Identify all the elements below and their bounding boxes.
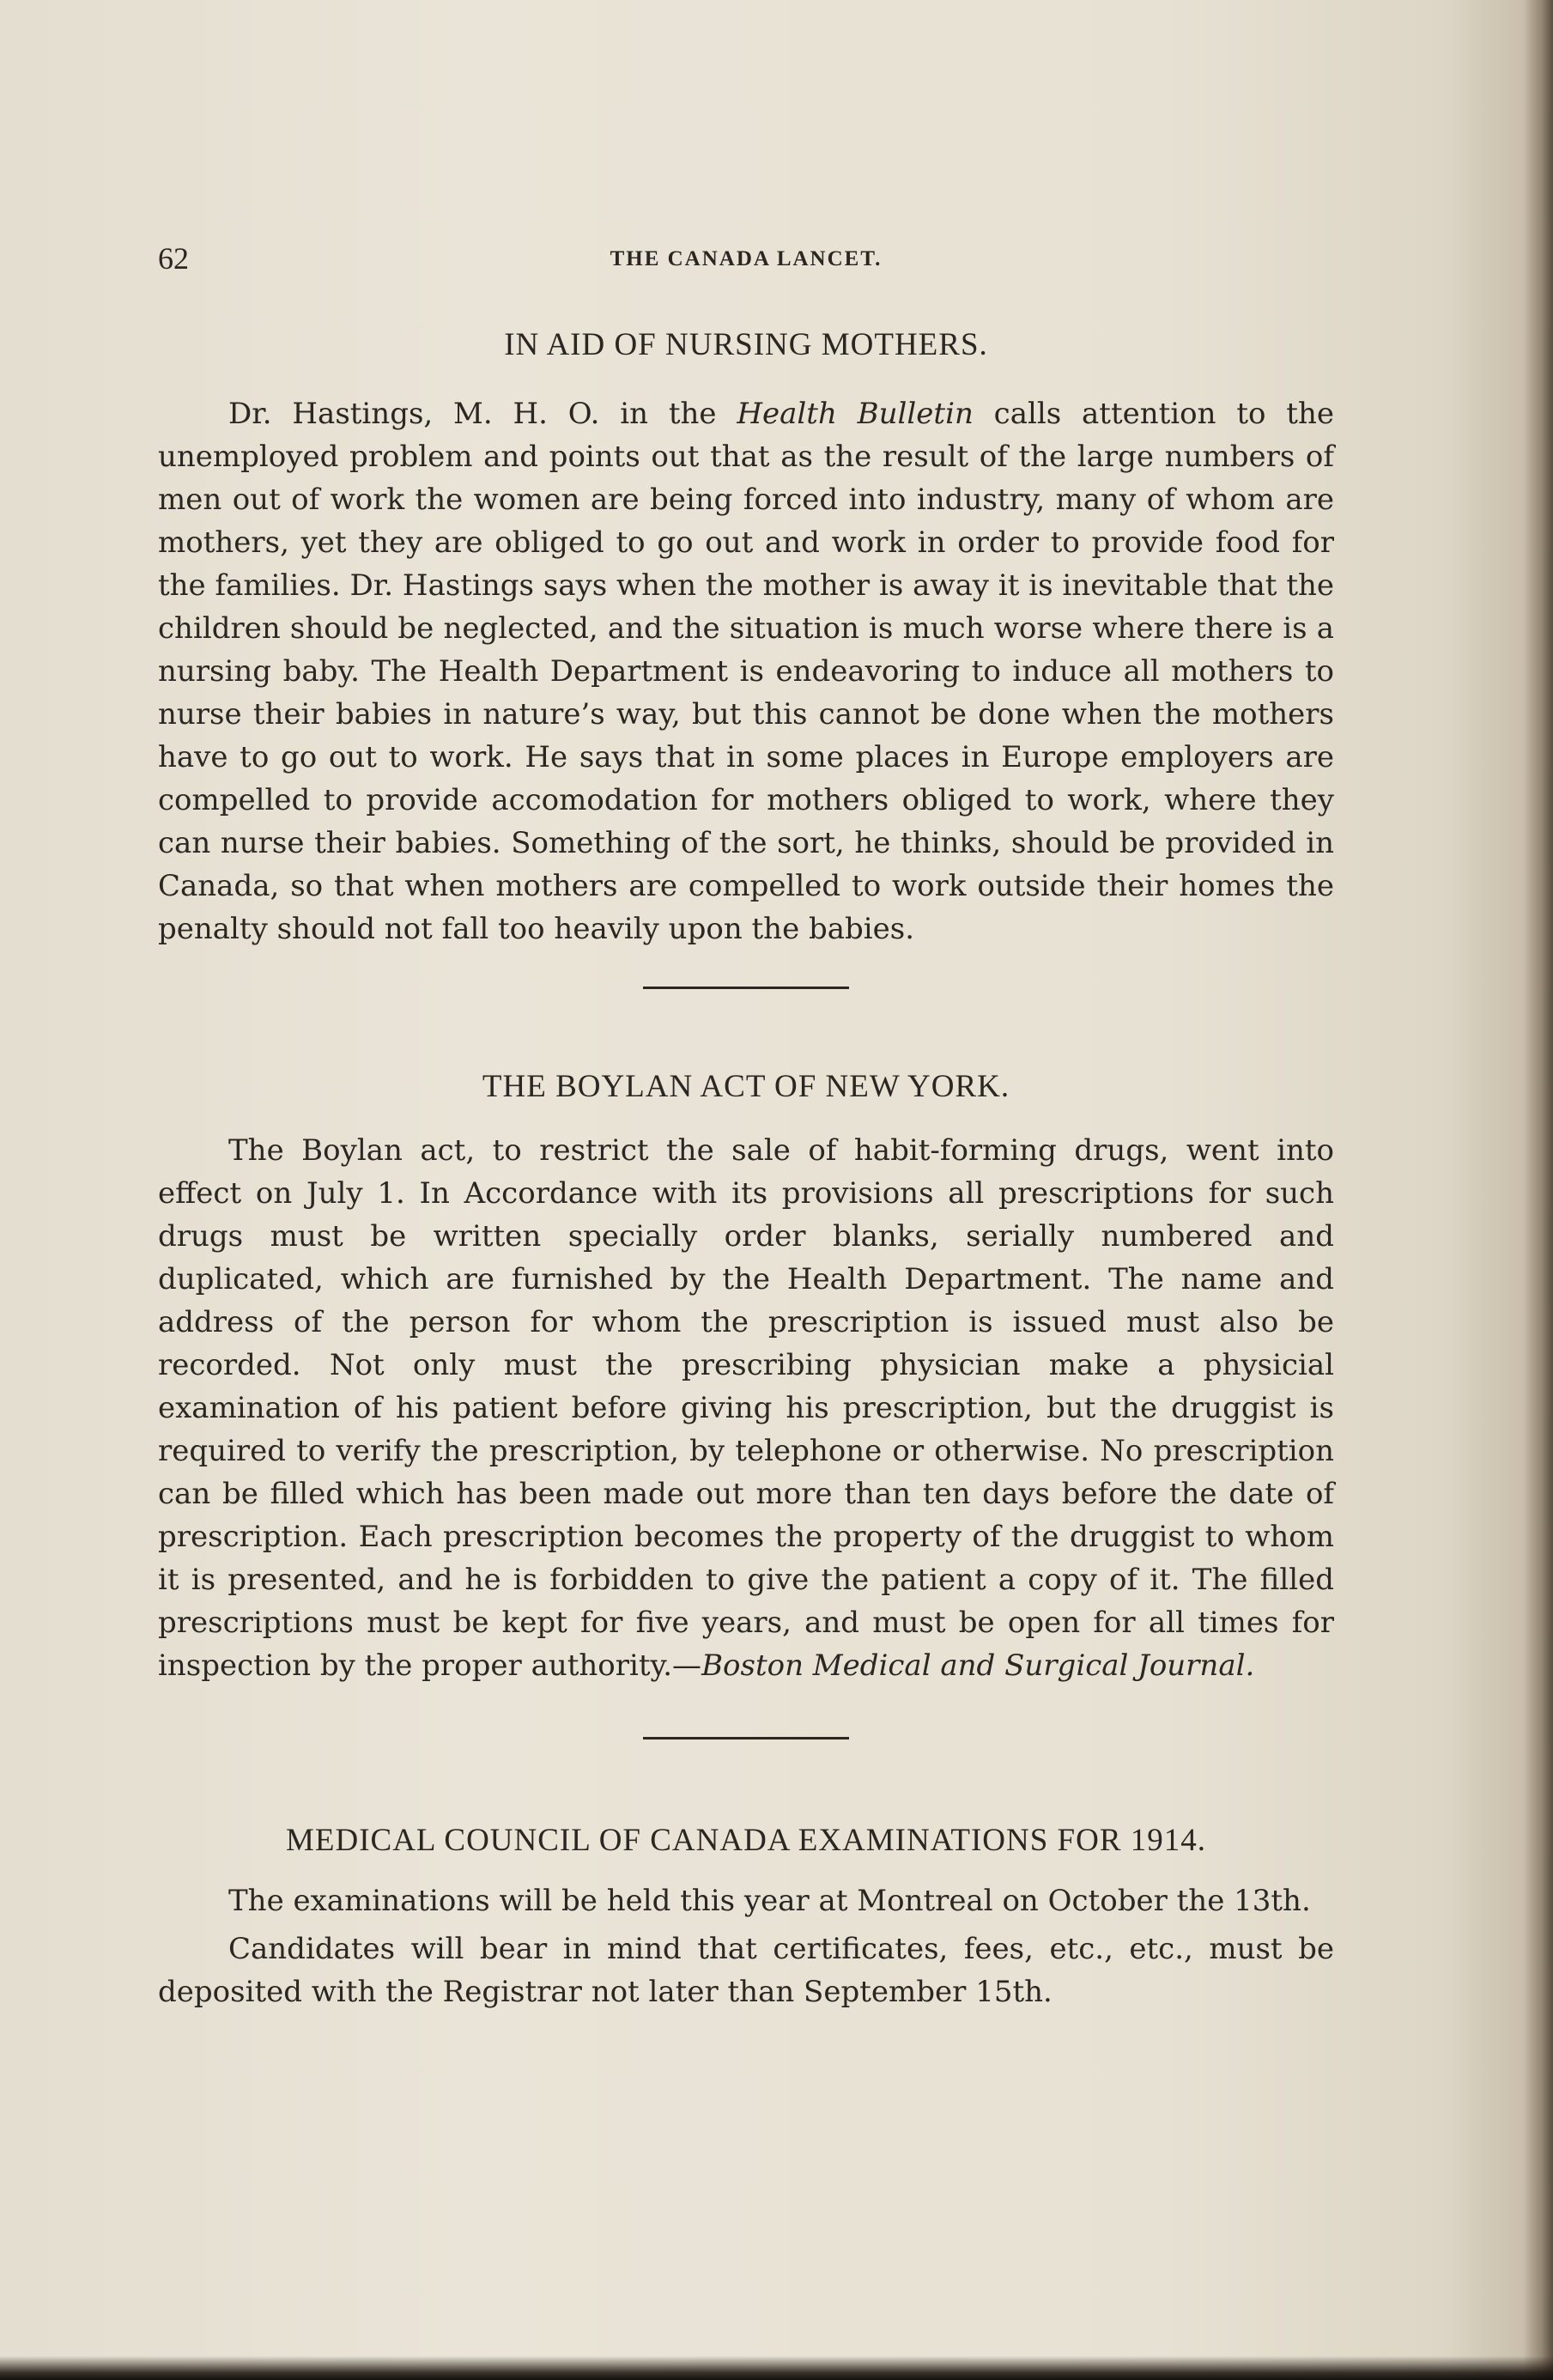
article-boylan-act: [158, 1068, 1334, 1687]
section-divider: [643, 1737, 849, 1739]
article-nursing-mothers: [158, 326, 1334, 950]
journal-title: THE CANADA LANCET.: [610, 247, 883, 270]
article-paragraph: [158, 1129, 1334, 1687]
paragraph-text: Dr. Hastings, M. H. O. in the: [228, 397, 737, 431]
running-head: [158, 232, 1334, 283]
publication-title: Health Bulletin: [737, 397, 974, 431]
article-title: MEDICAL COUNCIL OF CANADA EXAMINATIONS FOR 1914.: [285, 1823, 1207, 1858]
page-content: [158, 232, 1334, 2013]
paragraph-text: The Boylan act, to restrict the sale of habit-forming drugs, went into effect on July 1. In Accordance with its provisions all prescriptions for such drugs must be written specially order blanks, serially numbered and duplicated, which are furnished by the Health Department. The name and address of the person for whom the prescription is issued must also be recorded. Not only must the prescribing physician make a physicial examination of his patient before giving his prescription, but the druggist is required to verify the prescription, by telephone or otherwise. No prescription can be filled which has been made out more than ten days before the date of prescription. Each prescription becomes the property of the druggist to whom it is presented, and he is forbidden to give the patient a copy of it. The filled prescriptions must be kept for five years, and must be open for all times for inspection by the proper authority.—: [158, 1133, 1334, 1683]
paragraph-text: calls attention to the unemployed problem and points out that as the result of the large numbers of men out of work the women are being forced into industry, many of whom are mothers, yet they are obliged to go out and work in order to provide food for the families. Dr. Hastings says when the mother is away it is inevitable that the children should be neglected, and the situation is much worse where there is a nursing baby. The Health Department is endeavoring to induce all mothers to nurse their babies in nature’s way, but this cannot be done when the mothers have to go out to work. He says that in some places in Europe employers are compelled to provide accomodation for mothers obliged to work, where they can nurse their babies. Something of the sort, he thinks, should be provided in Canada, so that when mothers are compelled to work outside their homes the penalty should not fall too heavily upon the babies.: [158, 397, 1334, 946]
page-number: 62: [158, 241, 189, 276]
page-bottom-edge: [0, 2356, 1553, 2380]
article-paragraph: [158, 392, 1334, 950]
article-medical-council: [158, 1822, 1334, 2013]
article-paragraph: The examinations will be held this year at Montreal on October the 13th.: [228, 1884, 1311, 1918]
source-citation: Boston Medical and Surgical Journal.: [701, 1648, 1255, 1683]
article-title: THE BOYLAN ACT OF NEW YORK.: [482, 1069, 1010, 1104]
article-title: IN AID OF NURSING MOTHERS.: [504, 327, 988, 362]
binding-shadow: [1524, 0, 1553, 2380]
section-divider: [643, 987, 849, 989]
article-paragraph: Candidates will bear in mind that certificates, fees, etc., etc., must be deposited with the Registrar not later than September 15th.: [158, 1932, 1334, 2009]
